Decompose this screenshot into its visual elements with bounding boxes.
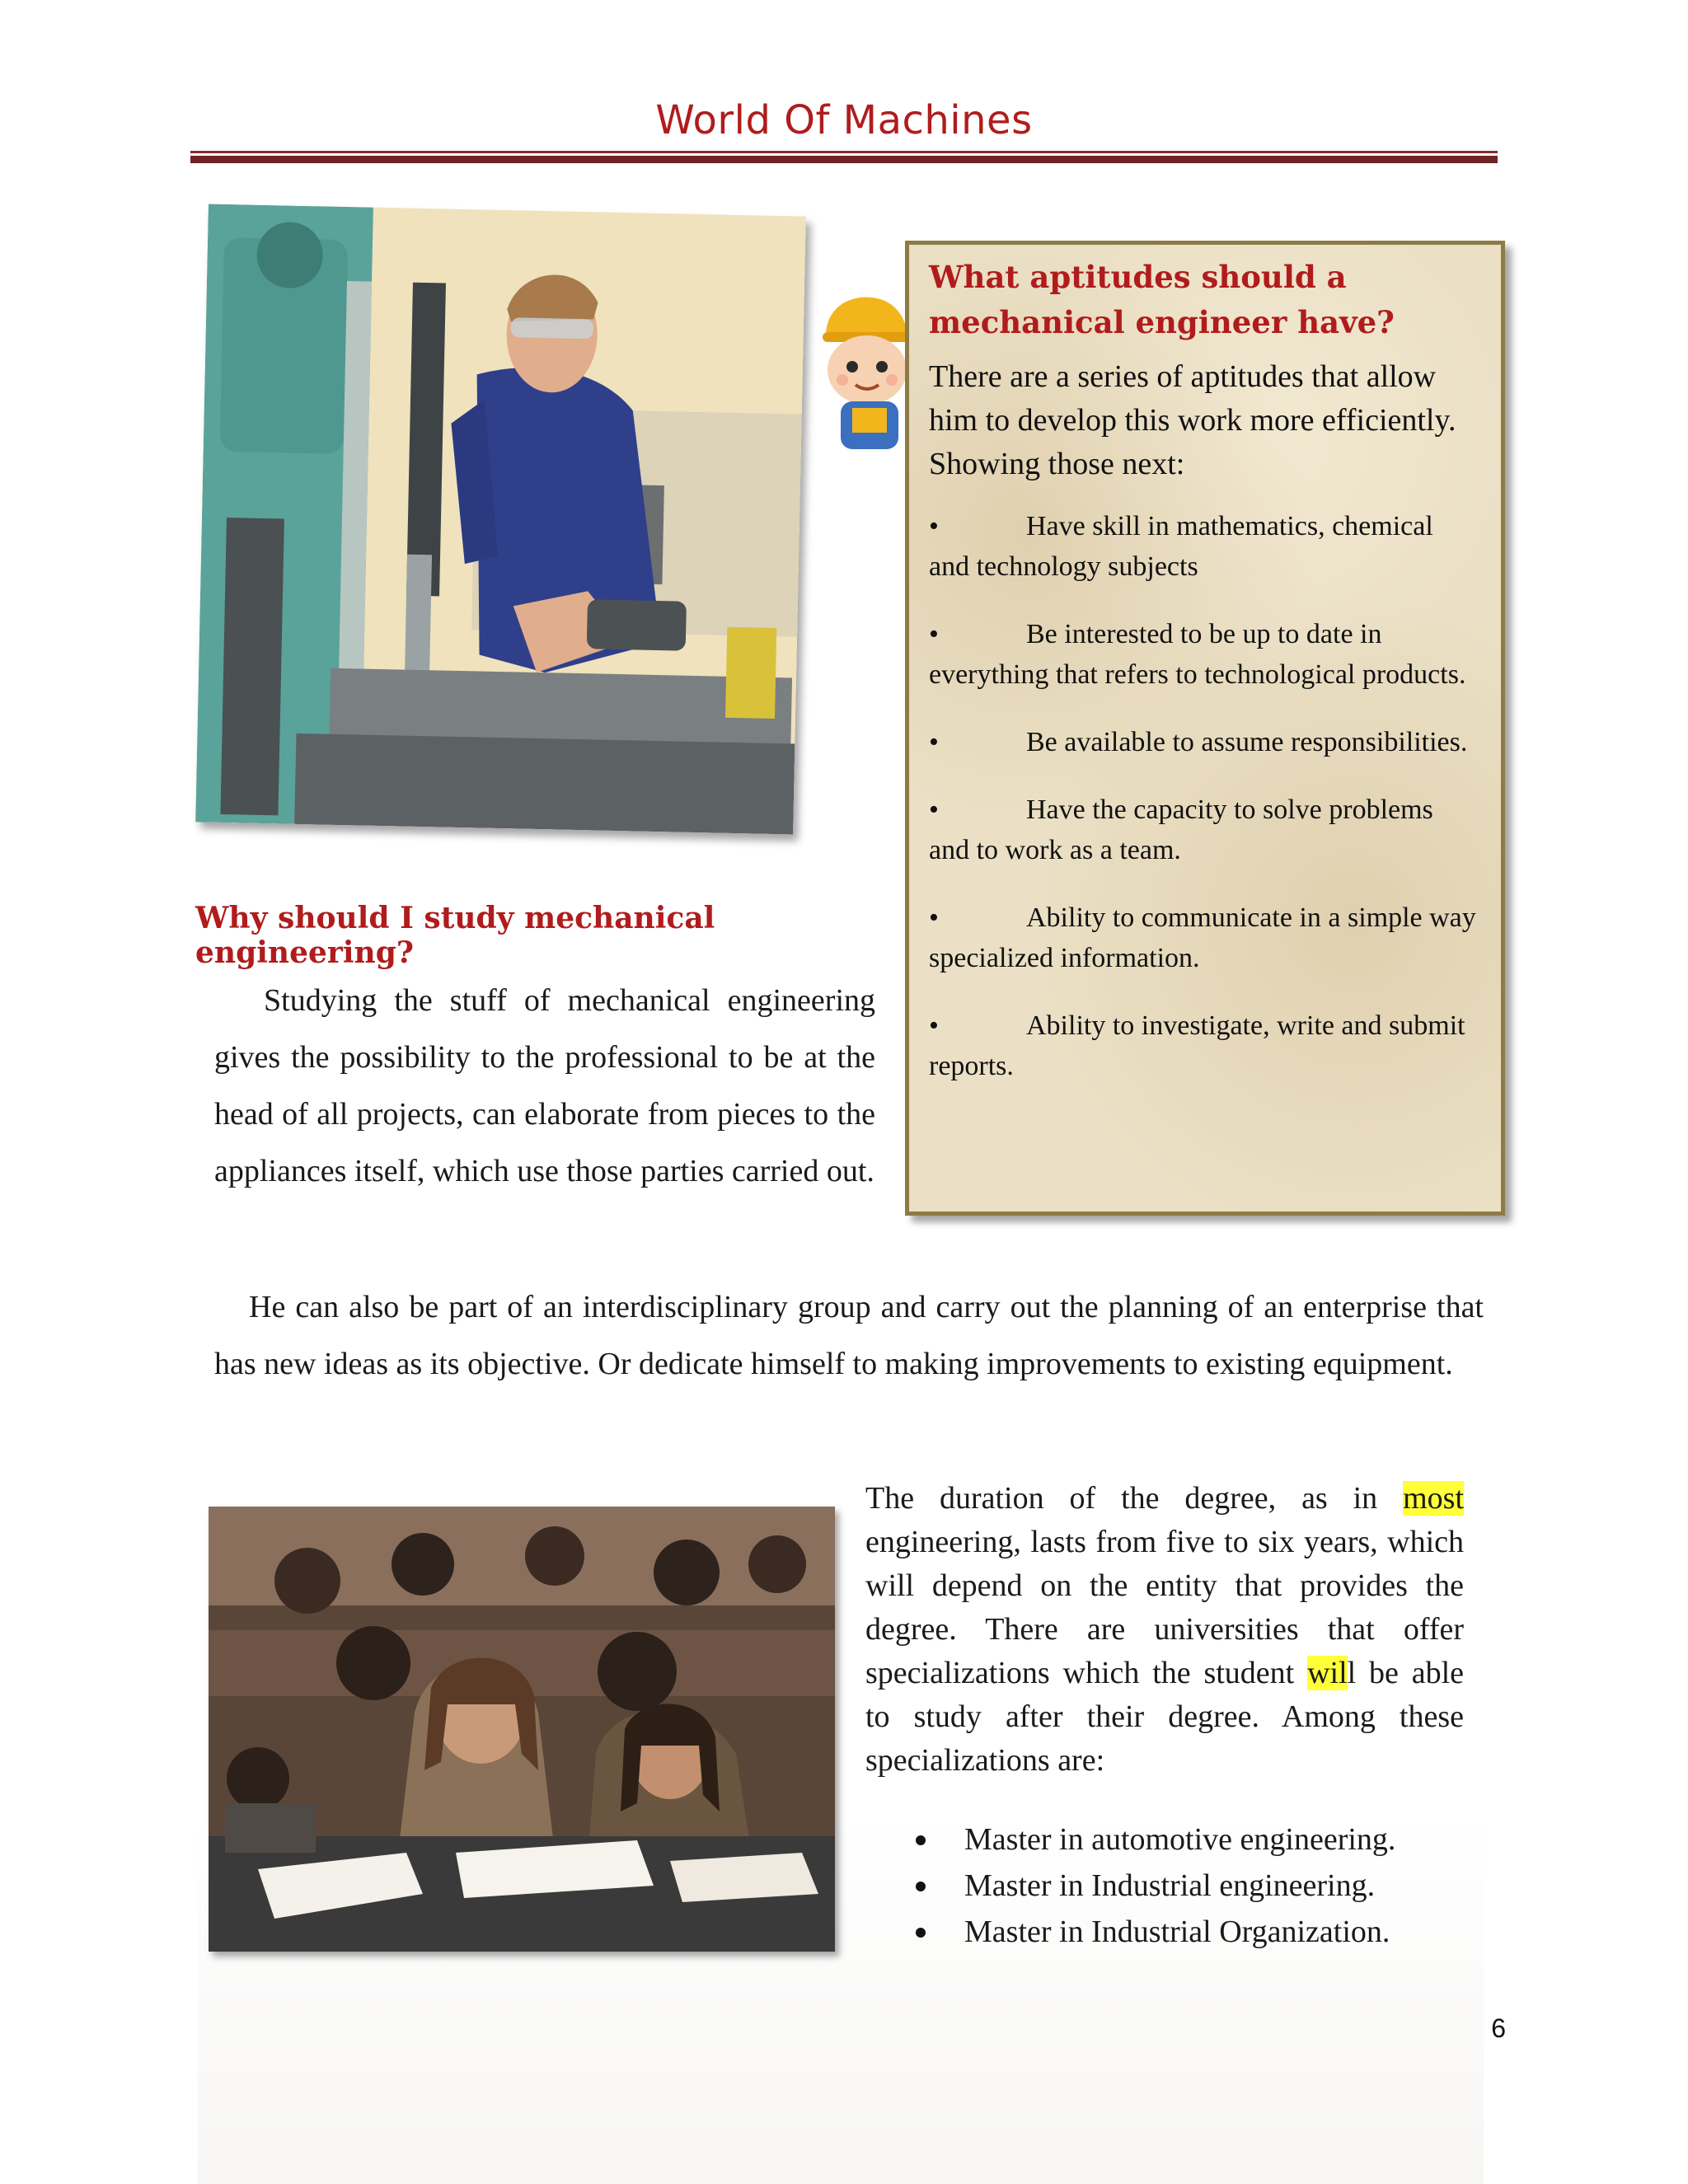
aptitude-item: • Have skill in mathematics, chemical and technology subjects bbox=[929, 511, 1433, 582]
machinist-photo bbox=[195, 204, 806, 834]
aptitude-item: • Ability to investigate, write and submit reports. bbox=[929, 1010, 1465, 1081]
aptitude-item: • Ability to communicate in a simple way specialized information. bbox=[929, 902, 1476, 973]
degree-duration-paragraph: The duration of the degree, as in most engineering, lasts from five to six years, which will depend on the entity that provides the degree. There are universities that offer specializations which the student will be able to study after their degree. Among these specializations are: bbox=[865, 1481, 1464, 1778]
list-item: Master in Industrial Organization. bbox=[911, 1909, 1488, 1955]
why-study-body: Studying the stuff of mechanical engineering gives the possibility to the professional to be at the head of all projects, can elaborate from pieces to the appliances itself, which use those parties carried out. bbox=[214, 983, 875, 1188]
aptitudes-intro: There are a series of aptitudes that allow him to develop this work more efficiently. Showing those next: bbox=[929, 359, 1456, 481]
masters-list bbox=[911, 1816, 1488, 1955]
list-item: Master in Industrial engineering. bbox=[911, 1863, 1488, 1909]
header-divider bbox=[190, 151, 1498, 164]
highlighted-text: wil bbox=[1307, 1656, 1348, 1690]
bullet-icon bbox=[916, 1882, 926, 1891]
aptitude-item: • Be available to assume responsibilities. bbox=[929, 727, 1468, 757]
why-study-heading: Why should I study mechanical engineering? bbox=[195, 901, 715, 970]
worker-mascot-icon bbox=[816, 284, 915, 449]
bullet-icon bbox=[916, 1835, 926, 1845]
aptitude-item: • Have the capacity to solve problems and to work as a team. bbox=[929, 794, 1433, 865]
aptitude-item: • Be interested to be up to date in everything that refers to technological products. bbox=[929, 619, 1466, 690]
bullet-icon bbox=[916, 1928, 926, 1938]
page-header-title: World Of Machines bbox=[655, 97, 1033, 143]
list-item: Master in automotive engineering. bbox=[911, 1816, 1488, 1863]
interdisciplinary-paragraph: He can also be part of an interdisciplinary group and carry out the planning of an enterprise that has new ideas as its objective. Or dedicate himself to making improvements to existing equipment. bbox=[214, 1290, 1484, 1381]
aptitudes-box bbox=[905, 241, 1505, 1216]
students-exam-photo bbox=[209, 1507, 835, 1952]
page-number: 6 bbox=[1491, 2013, 1506, 2043]
aptitudes-title: What aptitudes should a mechanical engineer have? bbox=[929, 259, 1395, 340]
highlighted-text: most bbox=[1403, 1481, 1464, 1516]
